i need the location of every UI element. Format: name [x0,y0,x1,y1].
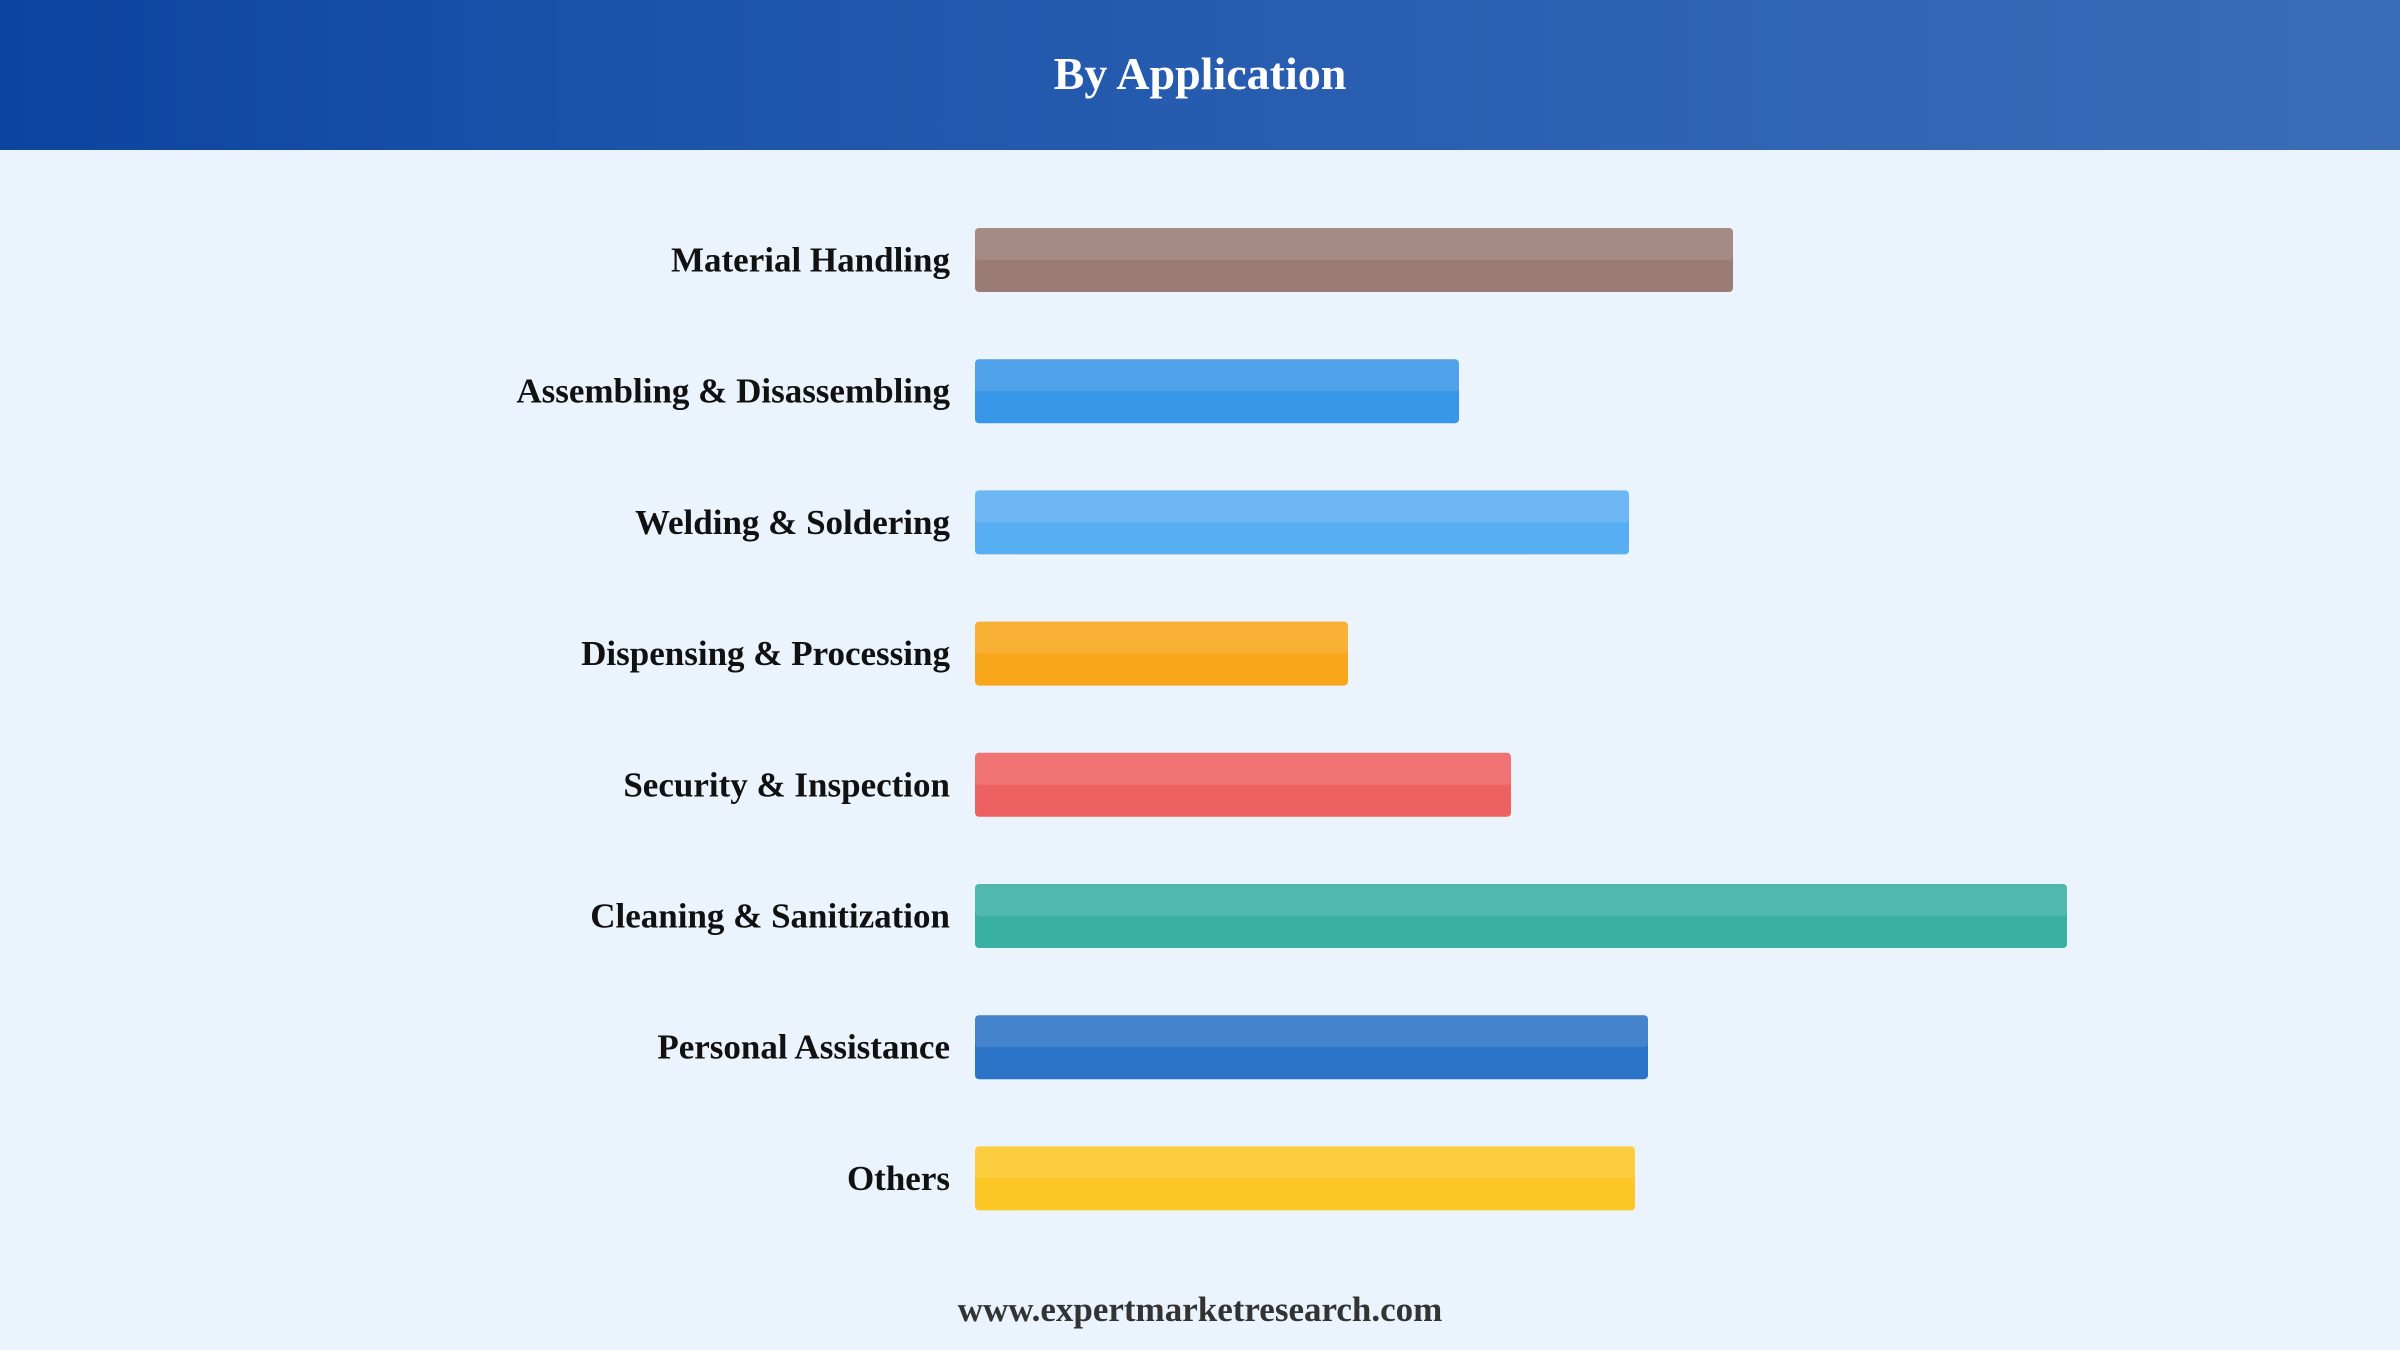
bar [975,228,1733,292]
bar-highlight [975,1146,1635,1178]
chart-title: By Application [1053,47,1347,99]
bar-highlight [975,622,1348,654]
bar [975,1015,1648,1079]
bar [975,622,1348,686]
bar-highlight [975,228,1733,260]
bar [975,1146,1635,1210]
category-label: Cleaning & Sanitization [590,896,950,936]
bar [975,359,1459,423]
category-label: Material Handling [670,240,950,280]
category-label: Assembling & Disassembling [516,371,950,411]
category-label: Personal Assistance [657,1027,950,1067]
category-label: Others [846,1158,950,1198]
bar [975,884,2067,948]
bar [975,753,1511,817]
category-label: Welding & Soldering [634,502,950,542]
website-footer: www.expertmarketresearch.com [957,1290,1443,1329]
bar-highlight [975,490,1629,522]
bar [975,490,1629,554]
category-label: Dispensing & Processing [581,634,950,674]
bar-highlight [975,753,1511,785]
bar-highlight [975,359,1459,391]
category-label: Security & Inspection [623,765,950,805]
bar-highlight [975,1015,1648,1047]
bar-highlight [975,884,2067,916]
